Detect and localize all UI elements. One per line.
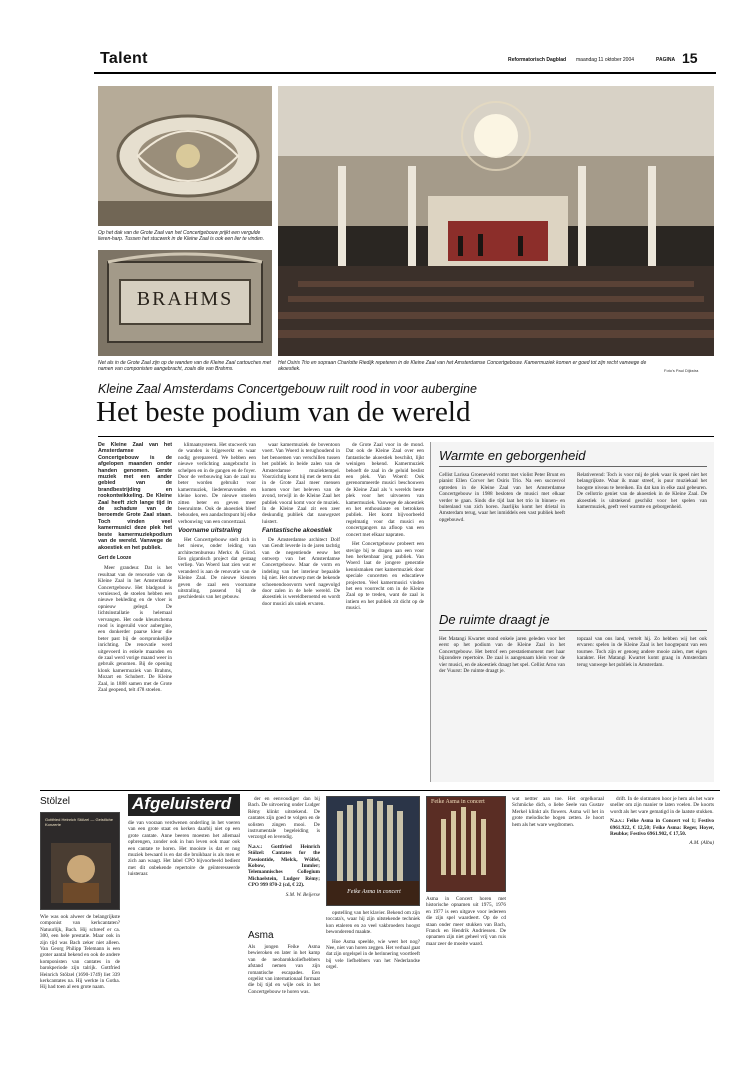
review-paragraph: der en eenvoudiger dan bij Bach. De uitvoering onder Ludger Rémy klinkt uitstekend. De cantates zijn goed te volgen en de solisten zingen mooi. De instrumentale begeleiding is verzorgd en levendig. [248,796,320,841]
page-number: 15 [682,50,698,66]
review-section-title: Afgeluisterd [132,794,232,813]
cd-cover-asma-2 [426,796,506,892]
box-rule-2 [439,630,707,631]
page-label: PAGINA [656,57,676,63]
box-title-ruimte: De ruimte draagt je [439,612,550,627]
article-kicker: Kleine Zaal Amsterdams Concertgebouw ruilt rood in voor aubergine [98,382,477,396]
cd-cover-asma-2-label: Feike Asma in concert [431,799,485,805]
hall-caption: Het Osiris Trio en sopraan Charlotte Riedijk repeteren in de Kleine Zaal van het Amsterdamse Concertgebouw. Kamermuziek komen er goed tot zijn recht vanwege de akoestiek. [278,360,647,372]
sidebar-box [430,442,714,782]
article-paragraph: de Grote Zaal voor in de mond. Dat ook de Kleine Zaal over een fantastische akoestiek beschikt, lijkt weinigen bekend. Kamermuziek behoeft de zaal in de geluid beslist een plek. Van Woerd: Ook gerenommeerde musici beschouwen de Kleine Zaal als 's werelds beste plek voor het uitvoeren van kamermuziek. Vanwege de akoestiek en het enthousiaste en betrokken publiek. Het komt bijvoorbeeld regelmatig voor dat musici en concertgangers na afloop van een concert met elkaar napraten. [346,442,424,538]
review-asma-col-2 [326,910,420,1054]
review-stolzel-col-2: die van vooraan verdwenen onderling in het voeren van een grote staat en kerken daarbij niet op een grote cantate. Anne beeren moesten het allemaal opbrengen, zonder ook in hun leven ook maar ook een cantate te horen. Het mooiste is dat er nog muziek bewaard is en dat die bruikbaar is als men er zich aan waagt. Het label CPO bijvoorbeeld bedient met dit onbekende repertoire de geïnteresseerde luisteraar. [128,820,240,878]
article-lead: De Kleine Zaal van het Amsterdamse Concertgebouw is de afgelopen maanden onder handen genomen. Eerste muziek met een ander gebied van de brandbestrijding en rookontwikkeling. De Kleine Zaal heeft zich lange tijd in de schaduw van de beroemde Grote Zaal staan. Toch vinden veel kamermusici deze plek het beste kamermuziekpodium van de wereld. Vanwege de akoestiek en het publiek. [98,442,172,551]
review-title-stolzel: Stölzel [40,796,71,807]
newspaper-name: Reformatorisch Dagblad [508,57,567,63]
brahms-photo [98,250,272,356]
photo-credit: Foto's Paul Dijkstra [664,368,699,373]
box-text-ruimte-b: topzaal van ons land, vertelt hij. Zo hebben wij het ook ervaren: spelen in de Kleine Zaal is het hoogtepunt van een tournee. Toch zijn er genoeg andere mooie zalen, met eigen karakter. Het Matangi Kwartet komt graag in Amsterdam terug vanwege het publiek in Amsterdam. [577,636,707,668]
review-stolzel-col-1: Wie was ook alweer de belangrijkste componist van kerkcantaten? Natuurlijk, Bach. Hij schreef er ca. 300, een hele prestatie. Maar ook in zijn tijd was Bach zeker niet alleen. Van Georg Philipp Telemann is een groter aantal bekend en ook de andere komponisten van cantates in de barokperiode zijn talrijk. Gottfried Heinrich Stölzel (1690-1749) liet 339 kerkcantates na. Hij werkte in Gotha. Hij had toen al een grote naam. [40,914,120,991]
box-text-warmte-b: Relativerend: Toch is voor mij de plek waar ik speel niet het belangrijkste. Waar ik maar streef, is puur muziekaal het hoogste niveau te bereiken. En dat kan in elke zaal gebeuren. De cellotrio geniet van de akoestiek in de Kleine Zaal. De akoestiek is uitstekend geschikt voor het spelen van kamermuziek, geeft veel warmte en geborgenheid. [577,472,707,511]
article-paragraph: Meer grandeur. Dat is het resultaat van de renovatie van de Kleine Zaal in het Amsterdamse Concertgebouw. Het bladgoud is vernieuwd, de stoelen hebben een nieuwe bekleding en de vloer is opnieuw gelegd. De lichtsinstallatie is helemaal vervangen. Het oude kleurschema rood is ingeruild voor aubergine, een donkerder paarse kleur die beter past bij de oorspronkelijke inrichting. De renovatie werd uitgevoerd in enkele maanden en de zaal werd vorige maand weer in gebruik genomen. Bij de opening klonk kamermuziek van Brahms, Mozart en Schubert. De Kleine Zaal, in 1888 samen met de Grote Zaal geopend, telt 478 stoelen. [98,565,172,694]
cd-cover-asma-1 [326,796,420,906]
article-paragraph: waar kamermuziek de boventoon voert. Van Woerd is terughoudend in het benoemen van verschillen tussen het publiek in beide zalen van de Amsterdamse muziektempel. Voorzichtig komt hij met de term dat in de Grote Zaal meer mensen komen voor het beleven van de avond, terwijl in de Kleine Zaal het publiek vooral komt voor de muziek. In de Kleine Zaal zit een zeer deskundig publiek dat nauwgezet luistert. [262,442,340,525]
review-asma-col-1: Als jongen Feike Asma bewieroken en later in het kamp van de neobarokkoliefhebbers afstand nemen van zijn romantische escapades. Een orgelist van internationaal formaat die bij tijd en wijle ook in het Concertgebouw te horen was. [248,944,320,995]
cd-credit-asma: N.a.v.: Feike Asma in Concert vol 1; Festivo 6961.922, € 12,50; Feike Asma: Reger, Hoyer, Reubke; Festivo 6961.902, € 17,50. [610,818,714,838]
review-sign-asma: A.M. (Albu) [689,840,714,847]
byline: Gert de Looze [98,554,132,561]
page-date: maandag 11 oktober 2004 [576,57,635,63]
review-sign-stolzel: S.M. W. Beijerse [285,891,320,898]
box-title-warmte: Warmte en geborgenheid [439,448,586,463]
article-paragraph: De Amsterdamse architect Dolf van Gendt leverde in de jaren tachtig van de negentiende eeuw het ontwerp van het Amsterdamse Concertgebouw. Maar de vorm en indeling van het interieur bepaalde hij niet. Het ontwerp met de bekende schoenendoosvorm werd nagevolgd door zalen in de hele wereld. De akoestiek is wereldberoemd en wordt door musici als uniek ervaren. [262,536,340,607]
subheading-voorname: Voorname uitstraling [178,527,242,535]
ceiling-photo [98,86,272,226]
review-stolzel-col-3 [248,796,320,926]
cd-cover-asma-1-label: Feike Asma in concert [347,889,401,895]
article-paragraph: klimaatsysteem. Het stucwerk van de wanden is bijgewerkt en waar nodig gerepareerd. We hebben een nieuwe verlichting aangebracht in schelpen en in de gangen en de foyer. Door de verbouwing kan de zaal nu beter worden gebruikt voor kamermuziek, liederenavonden en kleine koren. De nieuwe stoelen zitten beter en geven meer beenruimte. Ook de akoestiek bleef behouden, een aandachtspunt bij elke verbouwing van een concertzaal. [178,442,256,525]
headline-rule [98,436,714,437]
cd-cover-stolzel-label: Gottfried Heinrich Stölzel — Geistliche Konzerte [45,817,114,827]
article-column-2 [178,442,256,782]
review-asma-col-3: Asma in Concert horen met historische opnamen uit 1975, 1976 en 1977 is een uitgave voor iedereen die zijn spel waardeert. Op de cd staan onder meer stukken van Bach, Franck en Hendrik Andriessen. De opnamen zijn niet geheel vrij van ruis maar zeer de moeite waard. [426,896,506,947]
cd-cover-stolzel-art [51,843,111,903]
cd-cover-stolzel [40,812,120,910]
box-text-warmte-a: Cellist Larissa Groeneveld vormt met violist Peter Brunt en pianist Ellen Corver het Osiris Trio. Na een succesvol optreden in de Kleine Zaal van het Amsterdamse Concertgebouw in 1988 besloten de musici met elkaar verder te gaan. Sinds die tijd laat het trio in binnen- en buitenland van zich horen. Jaarlijks komt het drietal in Amsterdam terug, waar het inmiddels een vast publiek heeft opgebouwd. [439,472,565,523]
article-column-3 [262,442,340,782]
article-paragraph: Het Concertgebouw stelt zich in het nieuw, onder leiding van architectenbureau Merkx & Girod. Een gigantisch project dat gestaag verliep. Van Woerd laat zien wat er veranderd is aan de renovatie van de Kleine Zaal. De nieuwe kleuren geven de zaal een voorname uitstraling, passend bij de geschiedenis van het gebouw. [178,536,256,601]
cd-cover-asma-2-art [427,797,506,892]
review-paragraph: opstelling van het klavier. Bekend om zijn toccata's, waar hij zijn uitstekende techniek kon etaleren en zo veel vakbroeders hoogst bewonderend maakte. [326,910,420,936]
article-column-1 [98,442,172,782]
article-column-4 [346,442,424,782]
section-title: Talent [100,50,148,67]
ceiling-ornament-illustration [98,86,272,226]
ceiling-caption: Op het dak van de Grote Zaal van het Concertgebouw prijkt een vergulde lieren-harp. Tussen het stucwerk in de Kleine Zaal is ook een lier te vinden. [98,230,265,242]
review-paragraph: drift. In de slotmaten hoor je hem als het ware sneller om zijn manier te laten voelen. De koorts wordt als het ware gematigd in de laatste stukken. [610,796,714,815]
subheading-akoestiek: Fantastische akoestiek [262,527,332,535]
review-asma-col-4: wat nettter aan toe. Het orgelkoraal Schmücke dich, o liebe Seele van Gustav Merkel klinkt als flowers. Asma wil het in grote melodische bogen zetten. Je hoort hem als het ware wegdromen. [512,796,604,828]
header-rule [94,72,716,74]
review-paragraph: Hoe Asma speelde, wie weet het nog? Nee, niet van horen zeggen. Het verhaal gaat dat zijn orgelspel in de herinnering voortleeft bij vele liefhebbers van het Nederlandse orgel. [326,938,420,971]
cd-credit-stolzel: N.a.v.: Gottfried Heinrich Stölzel: Cantates for the Passiontide, Mielck, Wölfel, Kobow, Immler; Telemannisches Collegium Michaelstein, Ludger Rémy; CPO 999 870-2 (cd, € 22). [248,843,320,889]
box-rule-1 [439,466,707,467]
page-header [94,48,716,78]
review-title-asma: Asma [248,930,274,941]
brahms-sign: BRAHMS [136,288,234,310]
article-headline: Het beste podium van de wereld [96,396,471,428]
box-text-ruimte-a: Het Matangi Kwartet stond enkele jaren geleden voor het eerst op het podium van de Kleine Zaal in het Concertgebouw. Het betrof een prestatiemoment met haar bijzondere repertoire. De zaal is aangenaam klein voor de vier musici, en de akoestiek draagt het spel. Cellist Arno van der Vuurst: De ruimte draagt je. [439,636,565,675]
article-paragraph: Het Concertgebouw probeert een stevige bij te dragen aan een voor hen herkenbaar jong publiek. Van Woerd laat de jongere generatie kennismaken met kamermuziek door speciale concerten en educatieve projecten. Veel kamermusici vinden het een voorrecht om in de Kleine Zaal op te treden, want de zaal is intiem en het publiek zit dicht op de musici. [346,541,424,612]
review-section-banner [128,794,240,816]
review-asma-col-5 [610,796,714,1054]
concert-hall-illustration [278,86,714,356]
section-divider [40,790,720,791]
brahms-caption: Net als in de Grote Zaal zijn op de wanden van de Kleine Zaal cartouches met namen van componisten aangebracht, zoals die van Brahms. [98,360,271,372]
hall-photo [278,86,714,356]
